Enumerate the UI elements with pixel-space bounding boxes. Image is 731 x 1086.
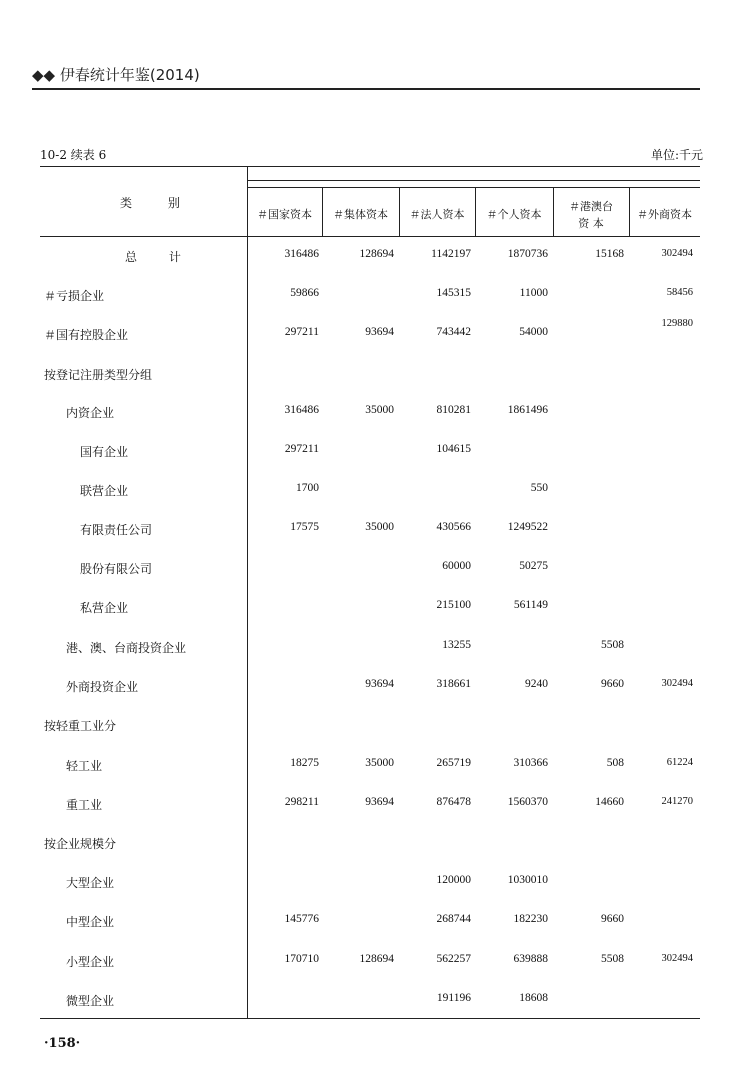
table-cell: 58456 [666, 287, 693, 298]
table-cell: 430566 [436, 521, 471, 533]
table-cell: 1142197 [431, 248, 471, 260]
table-cell: 54000 [519, 326, 548, 338]
table-cell: 316486 [284, 404, 319, 416]
table-cell: 743442 [436, 326, 471, 338]
row-label: 国有企业 [80, 445, 129, 459]
table-cell: 191196 [436, 992, 471, 1004]
column-header [399, 206, 475, 223]
table-cell: 1870736 [507, 248, 548, 260]
column-header-text: ＃个人资本 [486, 208, 542, 221]
table-cell: 310366 [513, 757, 548, 769]
table-cell: 61224 [666, 757, 693, 768]
table-cell: 59866 [290, 287, 319, 299]
table-cell: 215100 [436, 599, 471, 611]
table-cell: 5508 [601, 639, 624, 651]
row-label: 内资企业 [66, 406, 115, 420]
column-header [475, 206, 553, 223]
table-cell: 5508 [601, 953, 624, 965]
table-cell: 35000 [365, 404, 394, 416]
column-header-text: ＃集体资本 [333, 208, 388, 221]
table-cell: 129880 [661, 318, 693, 329]
row-label: ＃亏损企业 [44, 289, 105, 303]
table-cell: 13255 [442, 639, 471, 651]
table-cell: 639888 [513, 953, 548, 965]
row-label: 总 计 [125, 250, 195, 264]
table-cell: 1700 [296, 482, 319, 494]
table-cell: 297211 [284, 326, 319, 338]
table-cell: 128694 [359, 953, 394, 965]
table-cell: 120000 [436, 874, 471, 886]
table-cell: 9660 [601, 678, 624, 690]
table-cell: 93694 [365, 796, 394, 808]
label-column-divider [247, 166, 248, 1018]
table-bottom-rule [40, 1018, 700, 1019]
table-cell: 170710 [284, 953, 319, 965]
column-header-text: ＃外商资本 [637, 208, 692, 221]
column-header [629, 206, 700, 223]
category-column-header: 类 别 [120, 196, 196, 210]
table-cell: 93694 [365, 678, 394, 690]
row-label: 外商投资企业 [66, 680, 139, 694]
table-cell: 302494 [661, 678, 693, 689]
column-header-text: 资 本 [578, 217, 604, 230]
column-header [553, 198, 629, 232]
table-cell: 93694 [365, 326, 394, 338]
column-header-text: ＃法人资本 [409, 208, 465, 221]
table-cell: 104615 [436, 443, 471, 455]
unit-label: 单位:千元 [651, 148, 704, 162]
table-cell: 9660 [601, 913, 624, 925]
row-label: 联营企业 [80, 484, 129, 498]
table-cell: 297211 [284, 443, 319, 455]
table-cell: 1030010 [507, 874, 548, 886]
row-label: 股份有限公司 [80, 562, 153, 576]
table-cell: 18275 [290, 757, 319, 769]
table-cell: 15168 [595, 248, 624, 260]
table-cell: 11000 [519, 287, 548, 299]
table-cell: 265719 [436, 757, 471, 769]
row-label: 中型企业 [66, 915, 115, 929]
table-cell: 35000 [365, 757, 394, 769]
table-cell: 1560370 [507, 796, 548, 808]
table-cell: 876478 [436, 796, 471, 808]
table-cell: 17575 [290, 521, 319, 533]
table-subhead-rule [247, 180, 700, 181]
table-cell: 1861496 [507, 404, 548, 416]
table-cell: 316486 [284, 248, 319, 260]
row-label: 小型企业 [66, 955, 115, 969]
row-label: 有限责任公司 [80, 523, 153, 537]
table-cell: 298211 [284, 796, 319, 808]
table-cell: 562257 [436, 953, 471, 965]
row-label: 重工业 [66, 798, 103, 812]
table-subhead-rule-2 [247, 187, 700, 188]
table-cell: 128694 [359, 248, 394, 260]
table-cell: 508 [606, 757, 624, 769]
page-number: ·158· [44, 1036, 81, 1051]
row-label: 按登记注册类型分组 [44, 368, 153, 382]
header-rule [32, 88, 700, 90]
column-header-text: ＃国家资本 [257, 208, 312, 221]
column-header [322, 206, 399, 223]
row-label: 按轻重工业分 [44, 719, 117, 733]
table-cell: 561149 [513, 599, 548, 611]
table-cell: 14660 [595, 796, 624, 808]
table-cell: 145315 [436, 287, 471, 299]
table-cell: 241270 [661, 796, 693, 807]
book-title: ◆◆ 伊春统计年鉴(2014) [32, 66, 200, 84]
row-label: 私营企业 [80, 601, 129, 615]
table-cell: 60000 [442, 560, 471, 572]
table-cell: 18608 [519, 992, 548, 1004]
table-cell: 302494 [661, 248, 693, 259]
column-header-text: ＃港澳台 [569, 200, 613, 213]
table-cell: 35000 [365, 521, 394, 533]
table-cell: 50275 [519, 560, 548, 572]
table-cell: 182230 [513, 913, 548, 925]
row-label: 大型企业 [66, 876, 115, 890]
table-cell: 268744 [436, 913, 471, 925]
header-bottom-rule [40, 236, 700, 237]
table-cell: 9240 [525, 678, 548, 690]
table-cell: 145776 [284, 913, 319, 925]
column-header [247, 206, 322, 223]
table-cell: 318661 [436, 678, 471, 690]
table-cell: 810281 [436, 404, 471, 416]
row-label: 微型企业 [66, 994, 115, 1008]
row-label: ＃国有控股企业 [44, 328, 129, 342]
row-label: 轻工业 [66, 759, 103, 773]
table-cell: 1249522 [507, 521, 548, 533]
table-cell: 302494 [661, 953, 693, 964]
table-cell: 550 [530, 482, 548, 494]
table-top-rule [40, 166, 700, 167]
row-label: 按企业规模分 [44, 837, 117, 851]
row-label: 港、澳、台商投资企业 [66, 641, 187, 655]
table-id: 10-2 续表 6 [40, 148, 107, 162]
